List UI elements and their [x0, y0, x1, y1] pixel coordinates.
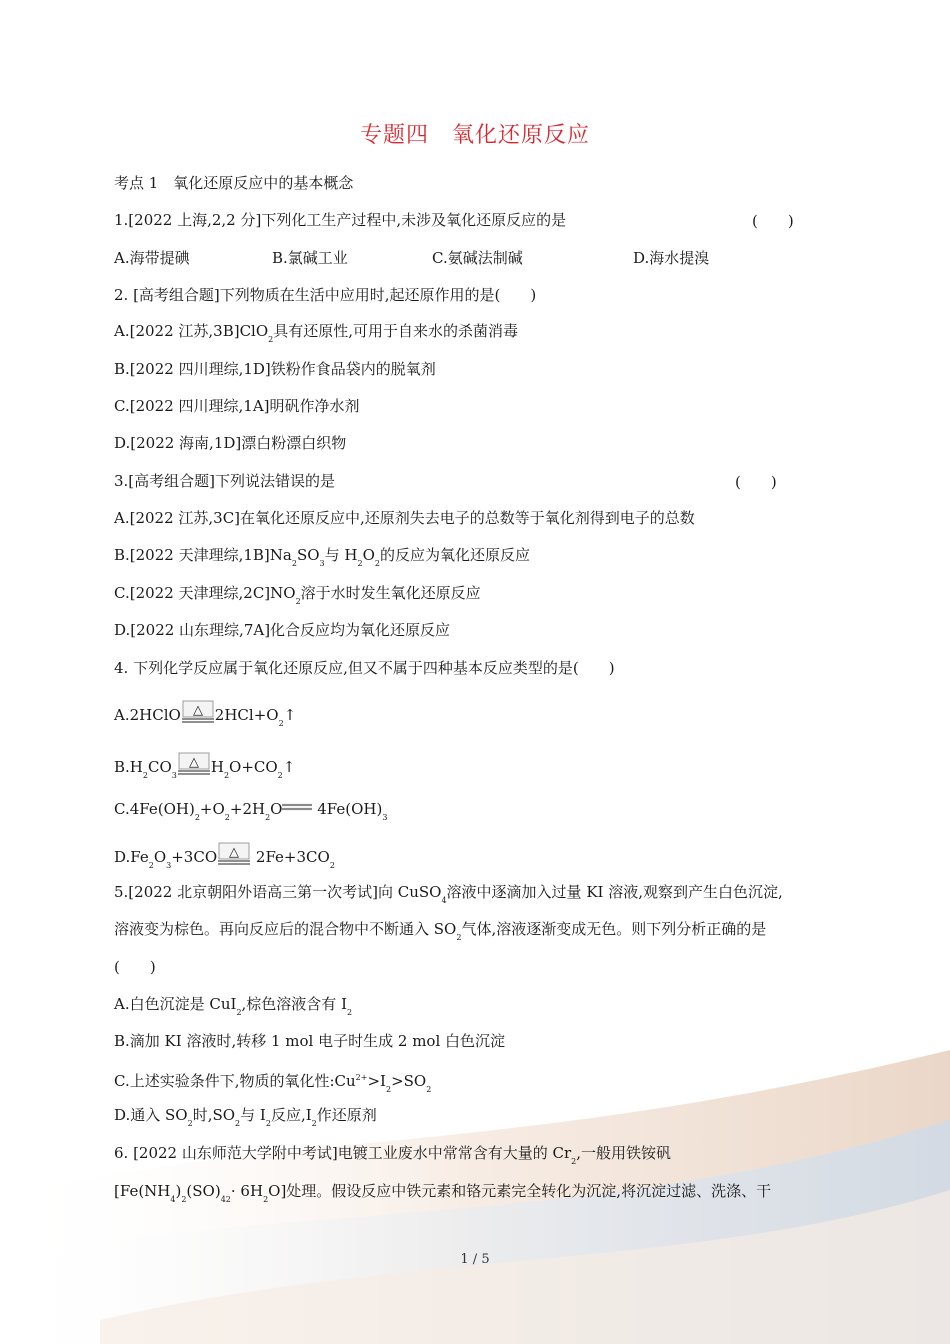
text: CO: [147, 758, 172, 776]
page-number: 1 / 5: [460, 1252, 490, 1267]
question-1-option-a: A.海带提碘: [114, 249, 190, 267]
subscript: 4: [170, 1195, 176, 1204]
subscript: 3: [382, 813, 388, 822]
question-4-stem: 4. 下列化学反应属于氧化还原反应,但又不属于四种基本反应类型的是( ): [114, 659, 615, 677]
subscript: 2: [295, 597, 301, 606]
question-5-answer-paren: ( ): [114, 958, 156, 976]
subscript: 2: [329, 861, 335, 870]
question-4-option-a: [114, 700, 296, 734]
text: ): [175, 1182, 182, 1200]
text: D.Fe: [114, 848, 149, 866]
text: 溶液变为棕色。再向反应后的混合物中不断通入 SO: [114, 920, 457, 938]
subscript: 2: [277, 771, 283, 780]
question-5-option-c: [114, 1068, 431, 1100]
text: (SO): [186, 1182, 221, 1200]
text: 6. [2022 山东师范大学附中考试]电镀工业废水中常常含有大量的 Cr: [114, 1144, 572, 1162]
text: 溶于水时发生氧化还原反应: [300, 584, 481, 602]
text: +O: [199, 800, 225, 818]
text: 2Fe+3CO: [255, 848, 330, 866]
text: ,一般用铁铵矾: [576, 1144, 672, 1162]
text: 2HCl+O: [214, 706, 279, 724]
question-5-option-a: [114, 994, 352, 1023]
text: +2H: [229, 800, 266, 818]
subscript: 3: [171, 771, 177, 780]
question-3-option-a: A.[2022 江苏,3C]在氧化还原反应中,还原剂失去电子的总数等于氧化剂得到电子的总数: [114, 509, 695, 527]
text: ,棕色溶液含有 I: [241, 995, 347, 1013]
heat-condition-equals-sign: [217, 842, 251, 868]
subscript: 2: [265, 813, 271, 822]
text: 5.[2022 北京朝阳外语高三第一次考试]向 CuSO: [114, 883, 442, 901]
text: 气体,溶液逐渐变成无色。则下列分析正确的是: [461, 920, 767, 938]
subscript: 2: [291, 559, 297, 568]
text: O]处理。假设反应中铁元素和铬元素完全转化为沉淀,将沉淀过滤、洗涤、干: [268, 1182, 772, 1200]
subscript: 2: [187, 1119, 193, 1128]
subscript: 2: [278, 719, 284, 728]
subscript: 4: [220, 1195, 226, 1204]
text: O: [153, 848, 167, 866]
text: 与 I: [240, 1106, 266, 1124]
text: A.2HClO: [114, 706, 181, 724]
text: >SO: [391, 1072, 427, 1090]
question-1-option-b: B.氯碱工业: [272, 249, 348, 267]
subscript: 3: [319, 559, 325, 568]
delta-symbol: △: [229, 845, 240, 860]
text: A.[2022 江苏,3B]ClO: [114, 322, 269, 340]
heat-condition-equals-sign: [181, 700, 215, 726]
question-4-option-c: [114, 797, 387, 828]
delta-symbol: △: [192, 703, 203, 718]
subscript: 2: [181, 1195, 187, 1204]
text: 4Fe(OH): [317, 800, 383, 818]
subscript: 2: [571, 1157, 577, 1166]
text: 溶液中逐滴加入过量 KI 溶液,观察到产生白色沉淀,: [446, 883, 783, 901]
text: 反应,I: [270, 1106, 312, 1124]
subscript: 2: [268, 335, 274, 344]
question-5-option-d: [114, 1105, 377, 1134]
subscript: 2: [263, 1195, 269, 1204]
question-3-option-c: [114, 583, 481, 612]
question-4-option-d: [114, 842, 335, 876]
question-2-stem: 2. [高考组合题]下列物质在生活中应用时,起还原作用的是( ): [114, 286, 537, 304]
text: B.[2022 天津理综,1B]Na: [114, 546, 292, 564]
question-3-option-d: D.[2022 山东理综,7A]化合反应均为氧化还原反应: [114, 621, 451, 639]
text: H: [210, 758, 224, 776]
subscript: 2: [357, 559, 363, 568]
subscript: 2: [385, 1085, 392, 1094]
gas-arrow-icon: ↑: [283, 706, 297, 724]
subscript: 2: [311, 1119, 317, 1128]
question-1-option-c: C.氨碱法制碱: [432, 249, 523, 267]
text: D.通入 SO: [114, 1106, 188, 1124]
question-3-option-b: [114, 545, 530, 574]
subscript: 2: [223, 771, 230, 780]
question-2-option-d: D.[2022 海南,1D]漂白粉漂白织物: [114, 434, 347, 452]
subscript: 2: [265, 1119, 271, 1128]
question-1-stem: 1.[2022 上海,2,2 分]下列化工生产过程中,未涉及氧化还原反应的是: [114, 211, 567, 229]
text: A.白色沉淀是 CuI: [114, 995, 237, 1013]
question-3-stem: 3.[高考组合题]下列说法错误的是: [114, 472, 336, 490]
subscript: 2: [224, 813, 230, 822]
subscript: 2: [194, 813, 200, 822]
question-2-option-a: [114, 321, 518, 350]
text: C.4Fe(OH): [114, 800, 195, 818]
text: SO: [296, 546, 320, 564]
text: +3CO: [171, 848, 218, 866]
text: · 6H: [230, 1182, 264, 1200]
text: O: [270, 800, 283, 818]
text: O: [362, 546, 375, 564]
delta-symbol: △: [188, 755, 199, 770]
subscript: 2: [456, 933, 462, 942]
subscript: 2: [148, 861, 154, 870]
subscript: 2: [236, 1008, 242, 1017]
question-1-answer-paren: ( ): [752, 212, 794, 230]
page-title: 专题四 氧化还原反应: [359, 123, 590, 148]
text: 时,SO: [192, 1106, 236, 1124]
text: [Fe(NH: [114, 1182, 171, 1200]
text: 具有还原性,可用于自来水的杀菌消毒: [273, 322, 519, 340]
text: B.H: [114, 758, 143, 776]
subscript: 2: [142, 771, 148, 780]
superscript: 2+: [355, 1073, 368, 1082]
question-5-line-1: [114, 882, 783, 911]
text: 与 H: [324, 546, 358, 564]
question-5-line-2: [114, 919, 766, 948]
subscript: 2: [225, 1195, 231, 1204]
text: C.上述实验条件下,物质的氧化性:Cu: [114, 1072, 356, 1090]
text: O+CO: [229, 758, 278, 776]
heat-condition-equals-sign: [177, 752, 211, 778]
subscript: 4: [441, 896, 447, 905]
text: 作还原剂: [316, 1106, 377, 1124]
subscript: 2: [235, 1119, 241, 1128]
question-3-answer-paren: ( ): [735, 473, 777, 491]
subscript: 3: [166, 861, 172, 870]
text: C.[2022 天津理综,2C]NO: [114, 584, 296, 602]
question-6-line-1: [114, 1143, 671, 1172]
question-1-option-d: D.海水提溴: [633, 249, 710, 267]
subscript: 2: [374, 559, 380, 568]
section-heading: 考点 1 氧化还原反应中的基本概念: [114, 174, 354, 192]
text: 的反应为氧化还原反应: [379, 546, 530, 564]
equals-sign: [282, 797, 312, 807]
question-5-option-b: B.滴加 KI 溶液时,转移 1 mol 电子时生成 2 mol 白色沉淀: [114, 1032, 506, 1050]
subscript: 2: [347, 1008, 353, 1017]
question-2-option-c: C.[2022 四川理综,1A]明矾作净水剂: [114, 397, 360, 415]
question-4-option-b: [114, 752, 295, 786]
question-2-option-b: B.[2022 四川理综,1D]铁粉作食品袋内的脱氧剂: [114, 360, 436, 378]
subscript: 2: [426, 1085, 432, 1094]
text: >I: [367, 1072, 386, 1090]
question-6-line-2: [114, 1181, 771, 1210]
gas-arrow-icon: ↑: [282, 758, 296, 776]
